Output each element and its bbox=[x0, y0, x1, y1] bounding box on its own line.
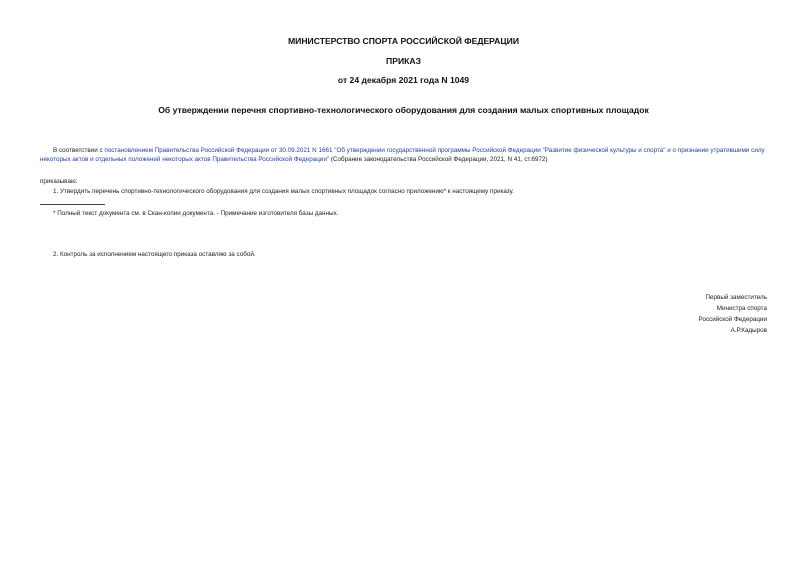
government-decree-link[interactable]: постановлением Правительства Российской Федерации от 30.09.2021 N 1661 "Об утверждении государственной программы Российской Федерации "Развитие физической культуры и спорта" и о признании утратившими силу некоторых актов и отдельных положений некоторых актов Правительства Российской Федерации" bbox=[40, 147, 765, 163]
document-type: ПРИКАЗ bbox=[386, 56, 421, 66]
footnote-text: * Полный текст документа см. в Скан-копии документа. - Примечание изготовителя базы данных. bbox=[53, 210, 339, 217]
signature-position-line-2: Министра спорта bbox=[716, 305, 767, 312]
order-date-number: от 24 декабря 2021 года N 1049 bbox=[337, 75, 470, 85]
preamble-suffix: (Собрание законодательства Российской Федерации, 2021, N 41, ст.6972) bbox=[329, 156, 548, 163]
order-item-2: 2. Контроль за исполнением настоящего приказа оставляю за собой. bbox=[53, 251, 256, 258]
signature-position-line-1: Первый заместитель bbox=[705, 294, 767, 301]
order-item-1: 1. Утвердить перечень спортивно-технологического оборудования для создания малых спортивных площадок согласно приложению* к настоящему приказу. bbox=[53, 188, 514, 195]
signatory-name: А.Р.Кадыров bbox=[730, 327, 767, 334]
preamble-paragraph bbox=[40, 146, 770, 164]
signature-block bbox=[699, 292, 767, 336]
signature-position-line-3: Российской Федерации bbox=[698, 316, 767, 323]
footnote-divider bbox=[40, 204, 105, 205]
order-verb: приказываю: bbox=[40, 178, 78, 185]
ministry-heading: МИНИСТЕРСТВО СПОРТА РОССИЙСКОЙ ФЕДЕРАЦИИ bbox=[287, 36, 519, 46]
preamble-prefix: В соответствии с bbox=[53, 147, 105, 154]
document-title: Об утверждении перечня спортивно-технологического оборудования для создания малых спортивных площадок bbox=[158, 105, 649, 115]
